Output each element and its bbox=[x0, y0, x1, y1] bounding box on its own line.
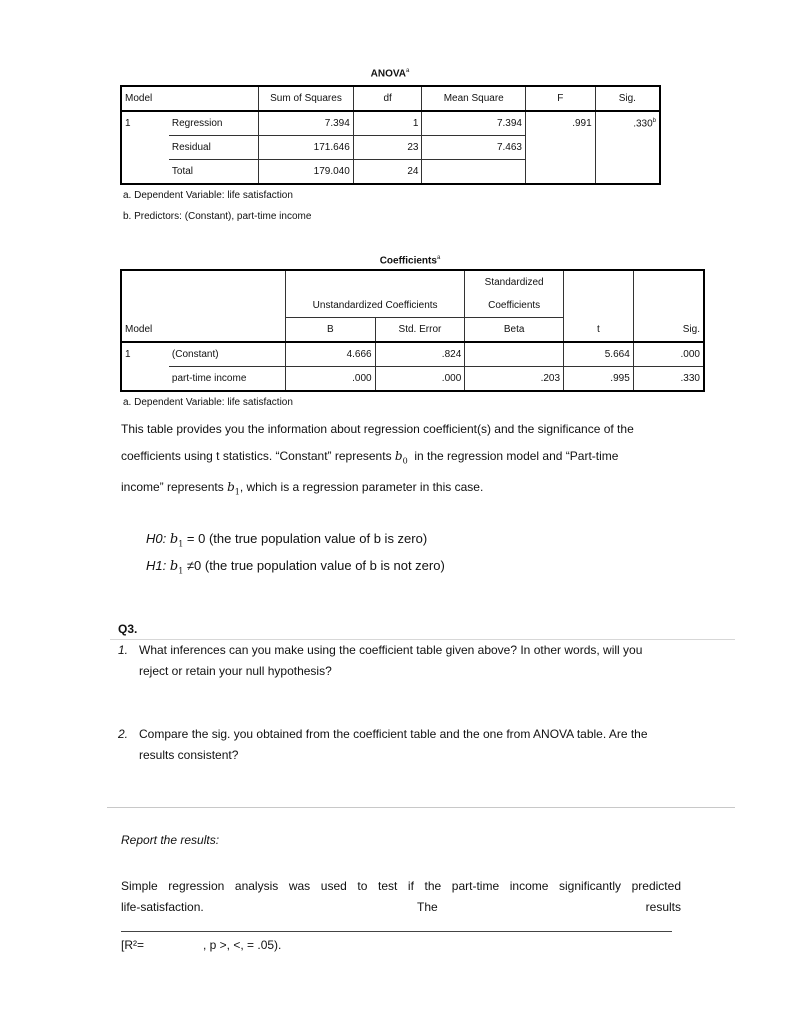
coef-header-b: B bbox=[285, 318, 375, 343]
report-paragraph: Simple regression analysis was used to test if the part-time income significantly predicted life-satisfaction. The results bbox=[121, 879, 681, 914]
q3-title: Q3. bbox=[118, 622, 138, 636]
anova-note-b: b. Predictors: (Constant), part-time income bbox=[123, 211, 312, 222]
coef-header-std-2: Coefficients bbox=[465, 294, 564, 318]
coef-model-num: 1 bbox=[121, 342, 169, 367]
anova-header-sig: Sig. bbox=[595, 86, 660, 111]
report-r2: [R²= bbox=[121, 938, 145, 952]
anova-header-ms: Mean Square bbox=[422, 86, 526, 111]
anova-header-df: df bbox=[353, 86, 422, 111]
divider bbox=[107, 807, 735, 808]
coef-header-t: t bbox=[564, 318, 634, 343]
coef-header-model: Model bbox=[121, 318, 169, 343]
b1-symbol: $b_1$ bbox=[227, 480, 240, 497]
coef-header-se: Std. Error bbox=[375, 318, 465, 343]
anova-model-num: 1 bbox=[121, 111, 169, 136]
explanation-paragraph: This table provides you the information about regression coefficient(s) and the significance of the coefficients using t statistics. “Constant” represents $b_0$ in the regression model and “Part-time income” represents $b_1$, which is a regression parameter in this case. bbox=[121, 422, 634, 497]
coefficients-note: a. Dependent Variable: life satisfaction bbox=[123, 397, 293, 408]
coef-header-sig: Sig. bbox=[633, 318, 704, 343]
b0-symbol: $b_0$ bbox=[394, 449, 408, 466]
anova-header-model: Model bbox=[121, 86, 169, 111]
anova-note-a: a. Dependent Variable: life satisfaction bbox=[123, 190, 293, 201]
coef-header-unstd: Unstandardized Coefficients bbox=[285, 294, 464, 318]
coef-header-beta: Beta bbox=[465, 318, 564, 343]
report-p: , p >, <, = .05). bbox=[203, 938, 282, 952]
table-row: 1 Regression 7.394 1 7.394 .991 .330$^b$ bbox=[121, 111, 660, 136]
report-title: Report the results: bbox=[121, 833, 220, 847]
table-row: Total 179.040 24 bbox=[121, 160, 660, 185]
anova-header-ss: Sum of Squares bbox=[259, 86, 354, 111]
coef-header-std-1: Standardized bbox=[465, 270, 564, 294]
coefficients-table bbox=[120, 269, 705, 392]
anova-caption: ANOVA$^a$ bbox=[370, 68, 410, 80]
table-row: 1 (Constant) 4.666 .824 5.664 .000 bbox=[121, 342, 704, 367]
q3-item-2: 2. Compare the sig. you obtained from the coefficient table and the one from ANOVA table. Are the results consistent? bbox=[118, 727, 648, 762]
table-row: Residual 171.646 23 7.463 bbox=[121, 136, 660, 160]
h1-line: H1: $b_1 \ne 0$ (the true population value of b is not zero) bbox=[146, 558, 445, 576]
coefficients-caption: Coefficients$^a$ bbox=[379, 255, 441, 267]
table-row: part-time income .000 .000 .203 .995 .330 bbox=[121, 367, 704, 392]
anova-table bbox=[120, 85, 661, 185]
answer-line bbox=[121, 931, 672, 932]
q3-item-1: 1. What inferences can you make using the coefficient table given above? In other words, will you reject or retain your null hypothesis? bbox=[118, 643, 643, 678]
h0-line: H0: $b_1 = 0$ (the true population value of b is zero) bbox=[146, 531, 428, 549]
anova-header-f: F bbox=[525, 86, 595, 111]
